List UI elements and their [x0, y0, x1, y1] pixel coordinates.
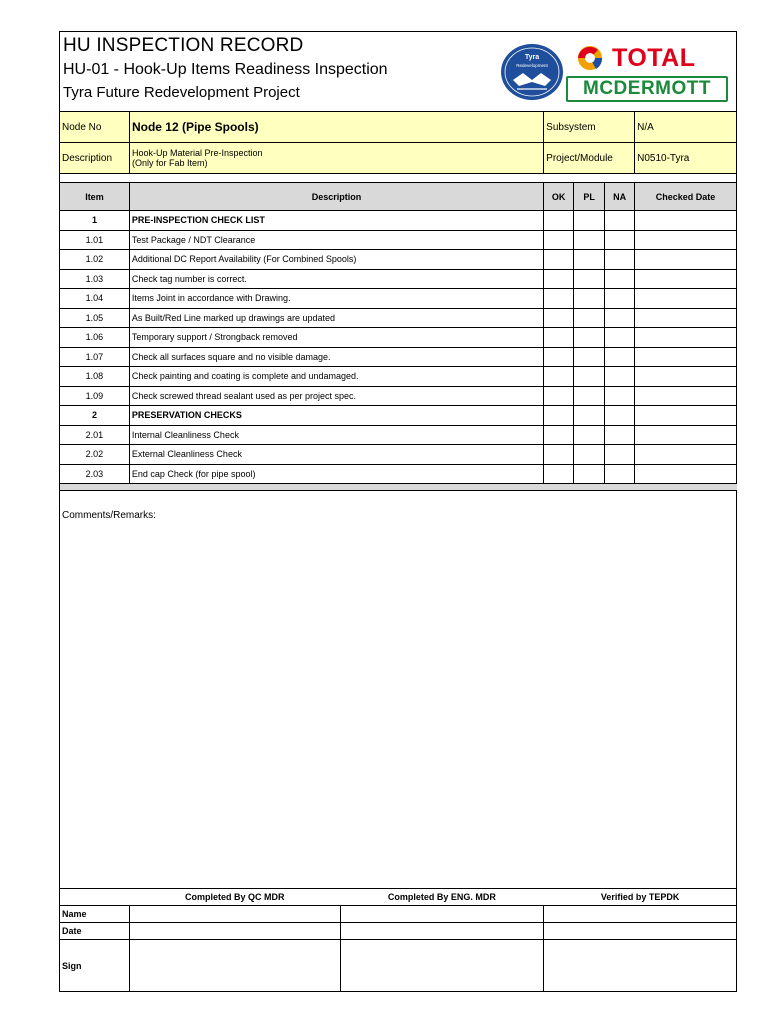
description-line1: Hook-Up Material Pre-Inspection [131, 148, 263, 158]
tyra-logo-icon [499, 42, 565, 102]
info-table [59, 111, 737, 174]
item-description: External Cleanliness Check [129, 445, 543, 465]
item-description: Test Package / NDT Clearance [129, 230, 543, 250]
separator-cell [60, 484, 737, 491]
section-number: 2 [60, 406, 130, 426]
na-checkbox-cell[interactable] [605, 425, 635, 445]
section-title: PRESERVATION CHECKS [129, 406, 543, 426]
project-name: Tyra Future Redevelopment Project [63, 84, 300, 101]
qc-date-field[interactable] [129, 923, 340, 940]
ok-checkbox-cell[interactable] [544, 289, 574, 309]
section-pl-cell [574, 406, 605, 426]
name-label: Name [60, 906, 130, 923]
pl-checkbox-cell[interactable] [574, 347, 605, 367]
eng-name-field[interactable] [340, 906, 544, 923]
checked-date-cell[interactable] [635, 269, 737, 289]
tepdk-name-field[interactable] [544, 906, 737, 923]
checklist-row [60, 308, 737, 328]
item-number: 1.03 [60, 269, 130, 289]
pl-checkbox-cell[interactable] [574, 386, 605, 406]
module-value: N0510-Tyra [635, 143, 737, 174]
na-checkbox-cell[interactable] [605, 289, 635, 309]
na-checkbox-cell[interactable] [605, 250, 635, 270]
description-line2: (Only for Fab Item) [131, 158, 208, 168]
total-logo-text: TOTAL [612, 44, 696, 72]
node-label: Node No [60, 112, 130, 143]
checklist-row [60, 425, 737, 445]
na-checkbox-cell[interactable] [605, 445, 635, 465]
module-label: Project/Module [544, 143, 635, 174]
pl-checkbox-cell[interactable] [574, 230, 605, 250]
checklist-table [59, 182, 737, 491]
description-label: Description [60, 143, 130, 174]
item-description: Items Joint in accordance with Drawing. [129, 289, 543, 309]
na-checkbox-cell[interactable] [605, 464, 635, 484]
checked-date-cell[interactable] [635, 425, 737, 445]
item-description: Temporary support / Strongback removed [129, 328, 543, 348]
section-title: PRE-INSPECTION CHECK LIST [129, 211, 543, 231]
header-pl: PL [574, 183, 605, 211]
date-label: Date [60, 923, 130, 940]
tepdk-date-field[interactable] [544, 923, 737, 940]
ok-checkbox-cell[interactable] [544, 386, 574, 406]
na-checkbox-cell[interactable] [605, 308, 635, 328]
header-item: Item [60, 183, 130, 211]
section-number: 1 [60, 211, 130, 231]
ok-checkbox-cell[interactable] [544, 230, 574, 250]
ok-checkbox-cell[interactable] [544, 269, 574, 289]
na-checkbox-cell[interactable] [605, 328, 635, 348]
ok-checkbox-cell[interactable] [544, 328, 574, 348]
comments-label: Comments/Remarks: [62, 510, 156, 521]
tepdk-sign-field[interactable] [544, 940, 737, 992]
pl-checkbox-cell[interactable] [574, 308, 605, 328]
subsystem-value: N/A [635, 112, 737, 143]
item-number: 1.01 [60, 230, 130, 250]
checklist-row [60, 386, 737, 406]
inspection-sheet [59, 31, 737, 992]
pl-checkbox-cell[interactable] [574, 250, 605, 270]
tyra-logo-line1: Tyra [524, 54, 540, 61]
pl-checkbox-cell[interactable] [574, 328, 605, 348]
item-number: 1.05 [60, 308, 130, 328]
checked-date-cell[interactable] [635, 367, 737, 387]
item-number: 1.02 [60, 250, 130, 270]
ok-checkbox-cell[interactable] [544, 347, 574, 367]
signoff-spacer [60, 889, 130, 906]
checked-date-cell[interactable] [635, 347, 737, 367]
qc-sign-field[interactable] [129, 940, 340, 992]
item-number: 1.09 [60, 386, 130, 406]
section-date-cell [635, 406, 737, 426]
checked-date-cell[interactable] [635, 464, 737, 484]
pl-checkbox-cell[interactable] [574, 445, 605, 465]
item-number: 2.02 [60, 445, 130, 465]
checked-date-cell[interactable] [635, 308, 737, 328]
checklist-row [60, 367, 737, 387]
mcdermott-logo: MCDERMOTT [566, 76, 728, 102]
na-checkbox-cell[interactable] [605, 269, 635, 289]
item-description: Check tag number is correct. [129, 269, 543, 289]
subsystem-label: Subsystem [544, 112, 635, 143]
item-number: 2.03 [60, 464, 130, 484]
item-number: 1.04 [60, 289, 130, 309]
checked-date-cell[interactable] [635, 445, 737, 465]
ok-checkbox-cell[interactable] [544, 308, 574, 328]
checked-date-cell[interactable] [635, 289, 737, 309]
ok-checkbox-cell[interactable] [544, 425, 574, 445]
item-number: 1.08 [60, 367, 130, 387]
total-swirl-icon [570, 42, 610, 74]
checklist-row [60, 230, 737, 250]
na-checkbox-cell[interactable] [605, 386, 635, 406]
item-description: Check screwed thread sealant used as per project spec. [129, 386, 543, 406]
item-description: As Built/Red Line marked up drawings are updated [129, 308, 543, 328]
ok-checkbox-cell[interactable] [544, 250, 574, 270]
item-description: Additional DC Report Availability (For Combined Spools) [129, 250, 543, 270]
na-checkbox-cell[interactable] [605, 230, 635, 250]
node-value: Node 12 (Pipe Spools) [129, 112, 543, 143]
na-checkbox-cell[interactable] [605, 367, 635, 387]
section-ok-cell [544, 406, 574, 426]
item-description: End cap Check (for pipe spool) [129, 464, 543, 484]
section-pl-cell [574, 211, 605, 231]
checklist-row [60, 445, 737, 465]
checklist-row [60, 464, 737, 484]
document-title: HU INSPECTION RECORD [63, 35, 304, 56]
item-description: Check painting and coating is complete and undamaged. [129, 367, 543, 387]
header-ok: OK [544, 183, 574, 211]
checklist-row [60, 269, 737, 289]
item-number: 1.07 [60, 347, 130, 367]
checklist-row [60, 347, 737, 367]
section-row [60, 211, 737, 231]
header-checked-date: Checked Date [635, 183, 737, 211]
section-row [60, 406, 737, 426]
completed-qc-label: Completed By QC MDR [129, 889, 340, 906]
checked-date-cell[interactable] [635, 230, 737, 250]
pl-checkbox-cell[interactable] [574, 425, 605, 445]
section-ok-cell [544, 211, 574, 231]
pl-checkbox-cell[interactable] [574, 289, 605, 309]
header-description: Description [129, 183, 543, 211]
section-na-cell [605, 211, 635, 231]
section-na-cell [605, 406, 635, 426]
ok-checkbox-cell[interactable] [544, 367, 574, 387]
document-subtitle: HU-01 - Hook-Up Items Readiness Inspection [63, 61, 388, 78]
ok-checkbox-cell[interactable] [544, 464, 574, 484]
pl-checkbox-cell[interactable] [574, 269, 605, 289]
checklist-header [60, 183, 737, 211]
na-checkbox-cell[interactable] [605, 347, 635, 367]
item-description: Check all surfaces square and no visible damage. [129, 347, 543, 367]
signoff-table [59, 888, 737, 992]
checked-date-cell[interactable] [635, 386, 737, 406]
pl-checkbox-cell[interactable] [574, 367, 605, 387]
item-number: 2.01 [60, 425, 130, 445]
checklist-row [60, 328, 737, 348]
ok-checkbox-cell[interactable] [544, 445, 574, 465]
sign-label: Sign [60, 940, 130, 992]
description-value [129, 143, 543, 174]
eng-sign-field[interactable] [340, 940, 544, 992]
eng-date-field[interactable] [340, 923, 544, 940]
item-description: Internal Cleanliness Check [129, 425, 543, 445]
checked-date-cell[interactable] [635, 250, 737, 270]
item-number: 1.06 [60, 328, 130, 348]
section-date-cell [635, 211, 737, 231]
header-na: NA [605, 183, 635, 211]
completed-eng-label: Completed By ENG. MDR [340, 889, 544, 906]
qc-name-field[interactable] [129, 906, 340, 923]
tyra-logo-line2: Redevelopment [516, 63, 548, 68]
separator-row [60, 484, 737, 491]
pl-checkbox-cell[interactable] [574, 464, 605, 484]
verified-label: Verified by TEPDK [544, 889, 737, 906]
checklist-row [60, 289, 737, 309]
checklist-row [60, 250, 737, 270]
checked-date-cell[interactable] [635, 328, 737, 348]
